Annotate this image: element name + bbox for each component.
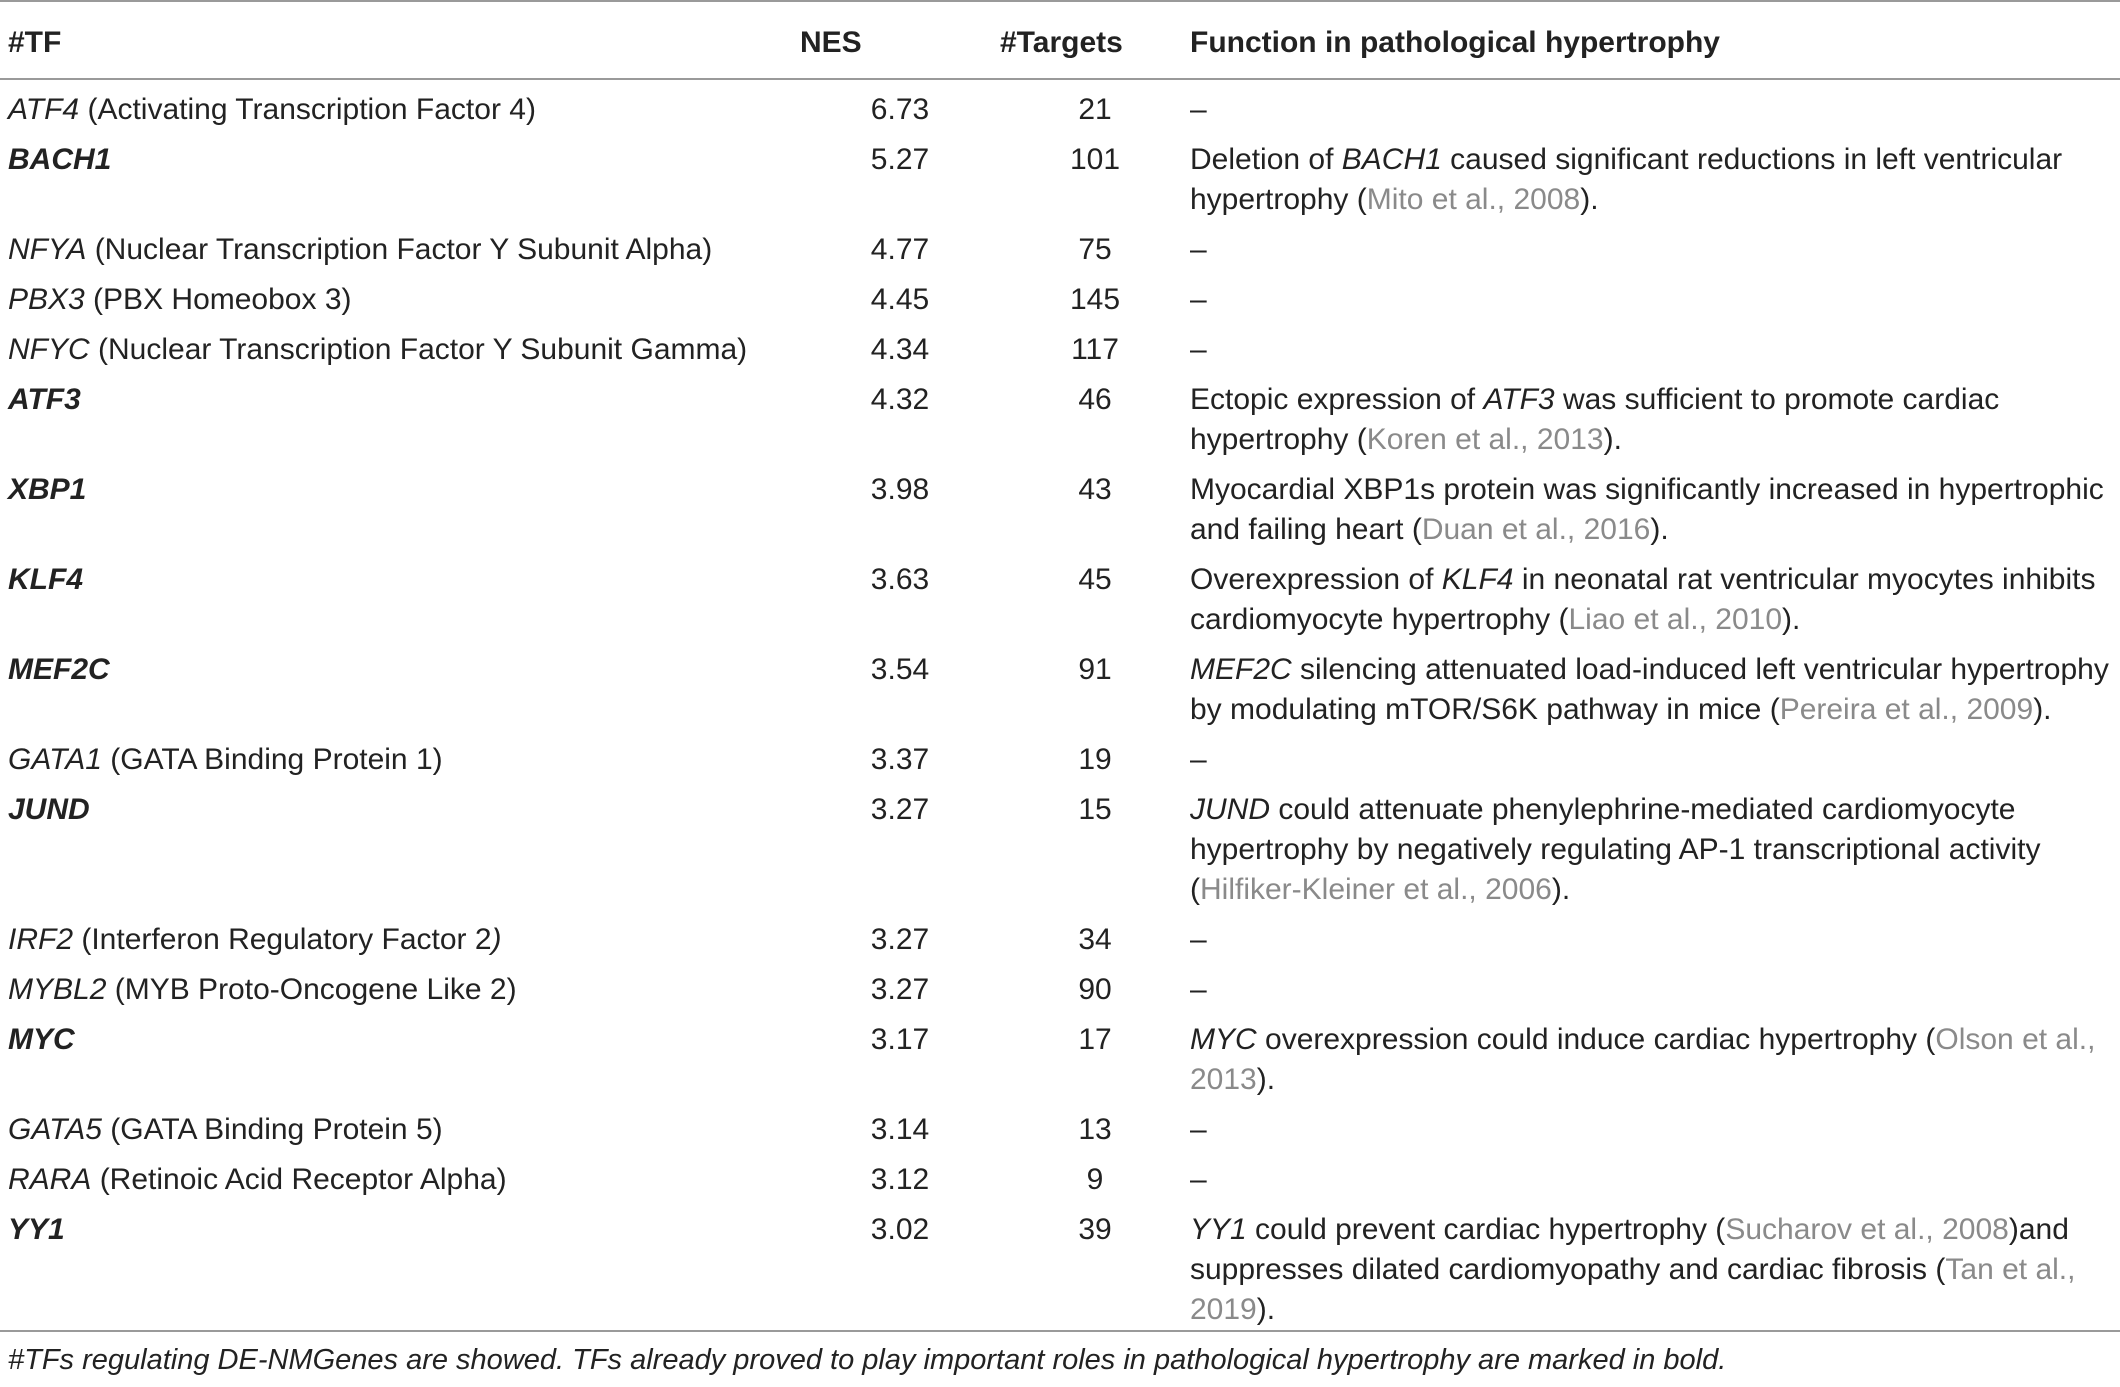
cell-targets: 75 [1078,233,1112,266]
cell-function [1190,917,2120,967]
gene-symbol: MYC [8,1023,75,1056]
cell-targets: 145 [1069,283,1121,316]
cell-function [1190,647,2120,737]
header-row [0,1,2120,79]
table-row [0,137,2120,227]
cell-targets: 19 [1078,743,1112,776]
gene-symbol: NFYA [8,233,87,266]
function-text: ). [1551,873,1571,906]
function-text: could attenuate phenylephrine-mediated cardiomyocyte hypertrophy by negatively regulating AP-1 transcriptional activity ( [1190,793,2041,906]
cell-tf [0,227,800,277]
gene-symbol: GATA1 [8,743,102,776]
gene-mention: MEF2C [1190,653,1292,686]
table-row [0,737,2120,787]
cell-targets: 9 [1086,1163,1104,1196]
function-text: was sufficient to promote cardiac hypertrophy ( [1190,383,2000,456]
function-text: ). [1580,183,1599,216]
citation-link[interactable]: Tan et al., 2019 [1190,1253,2076,1326]
cell-nes: 3.63 [870,563,930,596]
gene-full-name: (Activating Transcription Factor 4) [79,93,536,126]
cell-tf [0,327,800,377]
cell-function [1190,557,2120,647]
cell-nes: 3.54 [870,653,930,686]
cell-tf [0,377,800,467]
gene-symbol: NFYC [8,333,90,366]
table-row [0,377,2120,467]
citation-link[interactable]: Hilfiker-Kleiner et al., 2006 [1200,873,1552,906]
cell-tf [0,647,800,737]
function-text: ). [2033,693,2052,726]
cell-targets: 17 [1078,1023,1112,1056]
cell-nes: 3.02 [870,1213,930,1246]
cell-function [1190,1017,2120,1107]
gene-symbol: YY1 [8,1213,65,1246]
citation-link[interactable]: Sucharov et al., 2008 [1725,1213,2009,1246]
citation-link[interactable]: Pereira et al., 2009 [1779,693,2034,726]
function-text: ). [1256,1063,1276,1096]
gene-full-name: (Retinoic Acid Receptor Alpha) [91,1163,507,1196]
gene-full-name-tail: ) [491,923,502,956]
gene-mention: KLF4 [1441,563,1514,596]
gene-symbol: RARA [8,1163,92,1196]
cell-targets: 21 [1078,93,1112,126]
cell-nes: 3.17 [870,1023,930,1056]
cell-nes: 4.34 [870,333,930,366]
gene-full-name: (Nuclear Transcription Factor Y Subunit Alpha) [86,233,713,266]
gene-full-name: (PBX Homeobox 3) [84,283,352,316]
function-text: in neonatal rat ventricular myocytes inhibits cardiomyocyte hypertrophy ( [1190,563,2096,636]
cell-nes: 3.27 [870,973,930,1006]
cell-nes: 5.27 [870,143,930,176]
cell-targets: 43 [1078,473,1112,506]
cell-tf [0,917,800,967]
gene-symbol: XBP1 [8,473,87,506]
gene-mention: YY1 [1190,1213,1247,1246]
table-row [0,967,2120,1017]
cell-function [1190,227,2120,277]
cell-nes: 3.12 [870,1163,930,1196]
gene-symbol: GATA5 [8,1113,102,1146]
function-text: – [1190,743,1207,776]
cell-tf [0,737,800,787]
cell-nes: 3.27 [870,793,930,826]
table-row [0,79,2120,137]
table-row [0,557,2120,647]
cell-nes: 4.45 [870,283,930,316]
cell-targets: 91 [1078,653,1112,686]
cell-nes: 4.32 [870,383,930,416]
table-row [0,1157,2120,1207]
cell-tf [0,787,800,917]
gene-symbol: MYBL2 [8,973,107,1006]
function-text: Myocardial XBP1s protein was significantly increased in hypertrophic and failing heart ( [1190,473,2104,546]
citation-link[interactable]: Duan et al., 2016 [1421,513,1651,546]
table-bottom-rule [0,1330,2120,1332]
cell-function [1190,1107,2120,1157]
gene-symbol: IRF2 [8,923,74,956]
cell-tf [0,467,800,557]
table-row [0,917,2120,967]
gene-full-name: (GATA Binding Protein 1) [101,743,443,776]
function-text: – [1190,1113,1207,1146]
cell-function [1190,467,2120,557]
table-row [0,467,2120,557]
function-text: Overexpression of [1190,563,1442,596]
function-text: ). [1603,423,1622,456]
cell-targets: 15 [1078,793,1112,826]
cell-targets: 117 [1071,333,1119,366]
cell-targets: 46 [1078,383,1112,416]
cell-function [1190,327,2120,377]
cell-nes: 3.14 [870,1113,930,1146]
cell-nes: 4.77 [870,233,930,266]
function-text: Deletion of [1190,143,1342,176]
gene-full-name: (Nuclear Transcription Factor Y Subunit Gamma) [89,333,748,366]
function-text: could prevent cardiac hypertrophy ( [1246,1213,1726,1246]
function-text: ). [1256,1293,1276,1326]
cell-targets: 34 [1078,923,1112,956]
cell-nes: 3.98 [870,473,930,506]
table-row [0,1017,2120,1107]
header-tf: #TF [0,1,800,79]
function-text: ). [1782,603,1801,636]
header-function: Function in pathological hypertrophy [1190,1,2120,79]
cell-function [1190,1207,2120,1348]
function-text: – [1190,1163,1207,1196]
cell-tf [0,1107,800,1157]
function-text: – [1190,233,1207,266]
function-text: – [1190,333,1207,366]
table-row [0,277,2120,327]
cell-tf [0,79,800,137]
cell-function [1190,1157,2120,1207]
gene-full-name: (MYB Proto-Oncogene Like 2) [106,973,517,1006]
cell-function [1190,277,2120,327]
gene-symbol: JUND [8,793,90,826]
cell-function [1190,137,2120,227]
function-text: Ectopic expression of [1190,383,1484,416]
table-row [0,227,2120,277]
cell-function [1190,79,2120,137]
gene-full-name: (Interferon Regulatory Factor 2 [73,923,492,956]
cell-tf [0,1017,800,1107]
gene-symbol: BACH1 [8,143,112,176]
gene-symbol: MEF2C [8,653,110,686]
table-row [0,1107,2120,1157]
gene-symbol: ATF4 [8,93,80,126]
gene-mention: ATF3 [1483,383,1555,416]
function-text: caused significant reductions in left ventricular hypertrophy ( [1190,143,2063,216]
function-text: – [1190,973,1207,1006]
citation-link[interactable]: Koren et al., 2013 [1366,423,1604,456]
cell-targets: 101 [1069,143,1121,176]
cell-targets: 39 [1078,1213,1112,1246]
citation-link[interactable]: Mito et al., 2008 [1366,183,1581,216]
function-text: – [1190,283,1207,316]
gene-symbol: KLF4 [8,563,83,596]
gene-full-name: (GATA Binding Protein 5) [101,1113,443,1146]
gene-mention: MYC [1190,1023,1257,1056]
cell-function [1190,967,2120,1017]
cell-nes: 6.73 [870,93,930,126]
cell-targets: 13 [1078,1113,1112,1146]
table-row [0,1207,2120,1348]
function-text: – [1190,923,1207,956]
cell-function [1190,377,2120,467]
function-text: – [1190,93,1207,126]
gene-mention: BACH1 [1341,143,1442,176]
table-row [0,787,2120,917]
header-targets: #Targets [1000,1,1190,79]
table-body [0,79,2120,1348]
cell-targets: 45 [1078,563,1112,596]
function-text: ). [1650,513,1669,546]
gene-mention: JUND [1190,793,1270,826]
cell-tf [0,1207,800,1348]
cell-tf [0,557,800,647]
table-row [0,647,2120,737]
cell-tf [0,1157,800,1207]
function-text: overexpression could induce cardiac hypertrophy ( [1256,1023,1936,1056]
table-header [0,1,2120,79]
table-row [0,327,2120,377]
gene-symbol: ATF3 [8,383,81,416]
cell-tf [0,277,800,327]
cell-nes: 3.37 [870,743,930,776]
function-text: )and suppresses dilated cardiomyopathy and cardiac fibrosis ( [1190,1213,2069,1286]
function-text: silencing attenuated load-induced left ventricular hypertrophy by modulating mTOR/S6K pathway in mice ( [1190,653,2109,726]
cell-function [1190,737,2120,787]
citation-link[interactable]: Liao et al., 2010 [1568,603,1783,636]
citation-link[interactable]: Olson et al., 2013 [1190,1023,2096,1096]
cell-tf [0,967,800,1017]
header-nes: NES [800,1,1000,79]
table-footnote: #TFs regulating DE-NMGenes are showed. TFs already proved to play important roles in pathological hypertrophy are marked in bold. [8,1344,1727,1376]
cell-nes: 3.27 [870,923,930,956]
cell-tf [0,137,800,227]
cell-function [1190,787,2120,917]
cell-targets: 90 [1078,973,1112,1006]
gene-symbol: PBX3 [8,283,85,316]
